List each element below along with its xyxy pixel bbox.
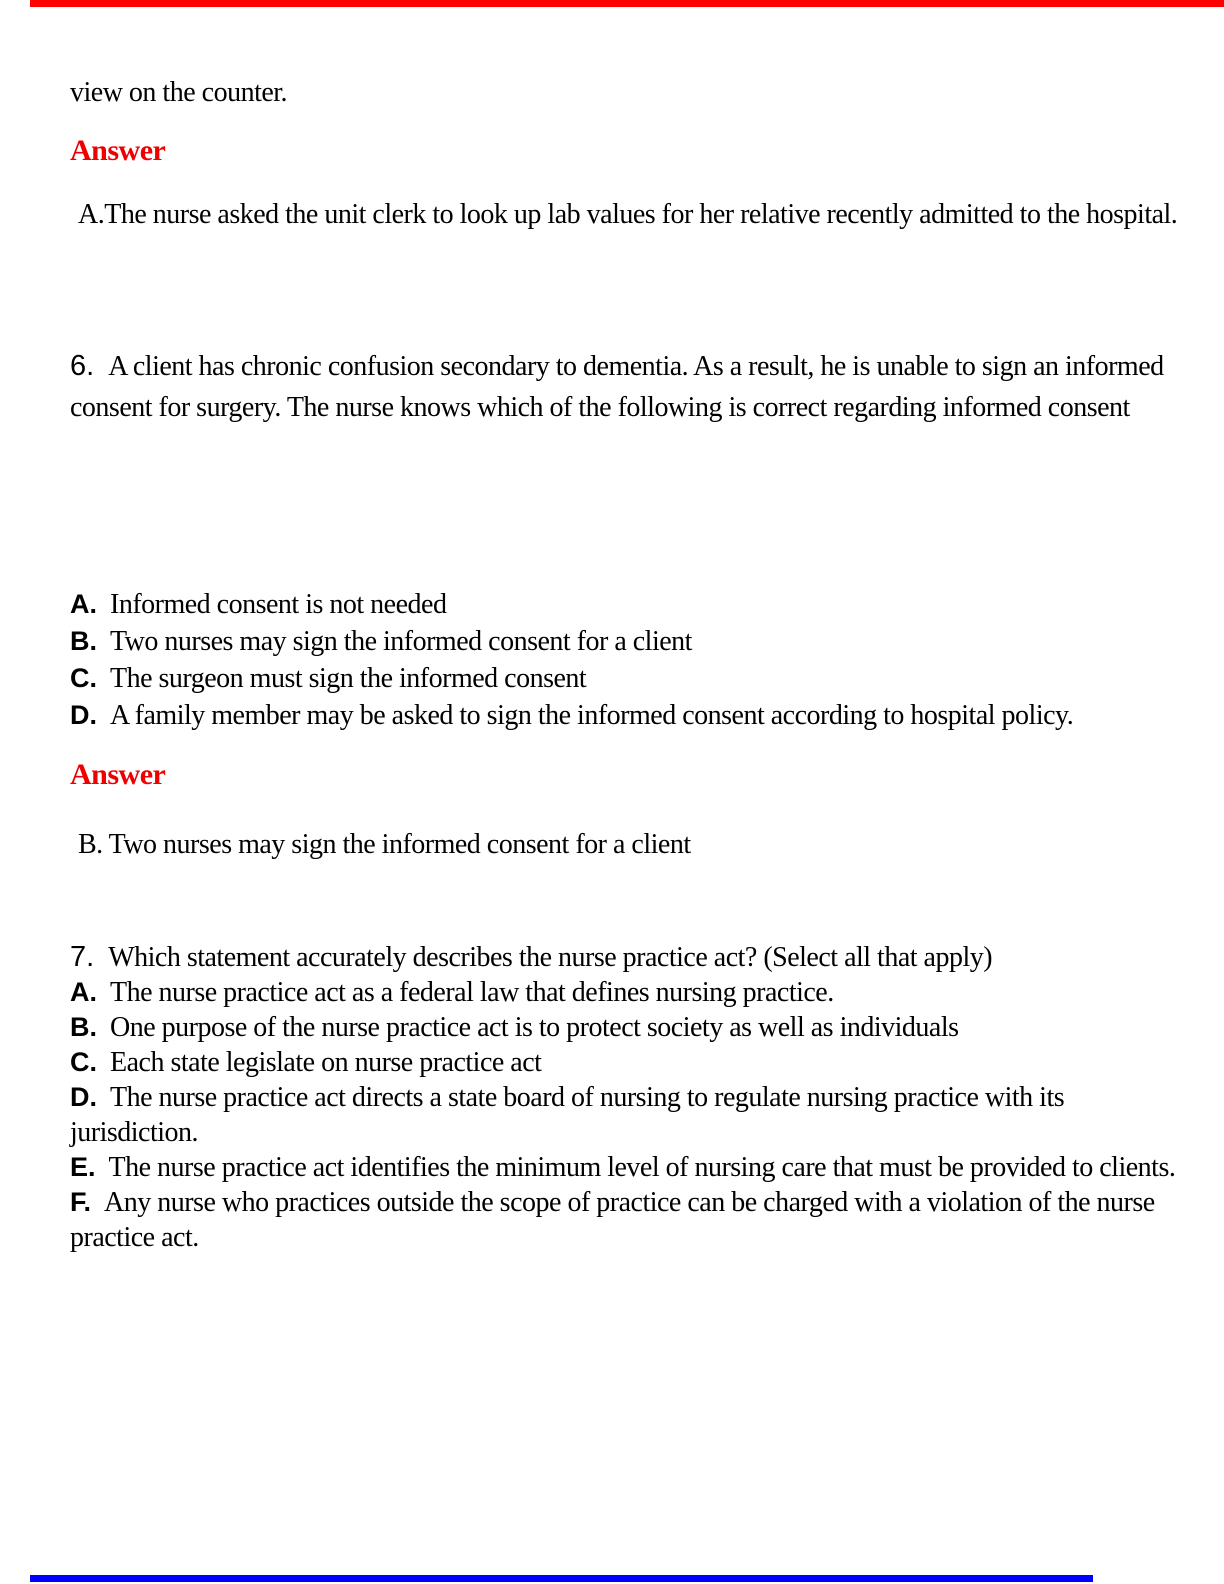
option-letter-d: D. (70, 1082, 97, 1112)
answer-text-question-6: B. Two nurses may sign the informed consent for a client (78, 829, 691, 860)
question-7-option-a (70, 975, 1188, 1010)
question-6-option-b (70, 623, 1073, 660)
answer-heading-previous: Answer (70, 134, 166, 167)
option-letter-a: A. (70, 589, 97, 619)
question-6-stem: A client has chronic confusion secondary to dementia. As a result, he is unable to sign an informed consent for surgery. The nurse knows which of the following is correct regarding informed consent (70, 351, 1164, 423)
option-text-c: Each state legislate on nurse practice act (110, 1047, 542, 1078)
option-text-d: A family member may be asked to sign the informed consent according to hospital policy. (110, 700, 1074, 731)
question-6-text (70, 346, 1185, 428)
option-text-e: The nurse practice act identifies the minimum level of nursing care that must be provided to clients. (108, 1152, 1176, 1183)
option-letter-c: C. (70, 663, 97, 693)
option-letter-b: B. (70, 1012, 97, 1042)
question-7-option-c (70, 1045, 1188, 1080)
question-7-stem: Which statement accurately describes the nurse practice act? (Select all that apply) (108, 942, 993, 973)
question-7-option-e (70, 1150, 1188, 1185)
question-7-number: 7. (70, 941, 95, 973)
option-text-a: The nurse practice act as a federal law that defines nursing practice. (110, 977, 834, 1008)
question-7-option-b (70, 1010, 1188, 1045)
option-text-b: Two nurses may sign the informed consent for a client (110, 626, 692, 657)
question-6-option-c (70, 660, 1073, 697)
question-6-options (70, 586, 1073, 734)
question-7-text (70, 940, 1188, 975)
option-text-d: The nurse practice act directs a state board of nursing to regulate nursing practice with its jurisdiction. (70, 1082, 1065, 1148)
answer-heading-question-6: Answer (70, 758, 166, 791)
intro-text-fragment: view on the counter. (70, 77, 288, 108)
option-letter-d: D. (70, 700, 97, 730)
option-text-f: Any nurse who practices outside the scope of practice can be charged with a violation of the nurse practice act. (70, 1187, 1155, 1253)
option-letter-f: F. (70, 1187, 92, 1217)
question-7-option-d (70, 1080, 1188, 1150)
top-red-rule (30, 0, 1224, 7)
option-letter-a: A. (70, 977, 97, 1007)
option-text-a: Informed consent is not needed (110, 589, 447, 620)
question-6-option-d (70, 697, 1073, 734)
question-6-number: 6. (70, 350, 95, 382)
question-6-option-a (70, 586, 1073, 623)
answer-text-previous: A.The nurse asked the unit clerk to look up lab values for her relative recently admitted to the hospital. (78, 199, 1178, 230)
option-text-b: One purpose of the nurse practice act is to protect society as well as individuals (110, 1012, 959, 1043)
option-letter-e: E. (70, 1152, 96, 1182)
option-text-c: The surgeon must sign the informed consent (110, 663, 587, 694)
question-7-block (70, 940, 1188, 1255)
question-7-option-f (70, 1185, 1188, 1255)
option-letter-c: C. (70, 1047, 97, 1077)
option-letter-b: B. (70, 626, 97, 656)
bottom-blue-rule (30, 1575, 1093, 1582)
